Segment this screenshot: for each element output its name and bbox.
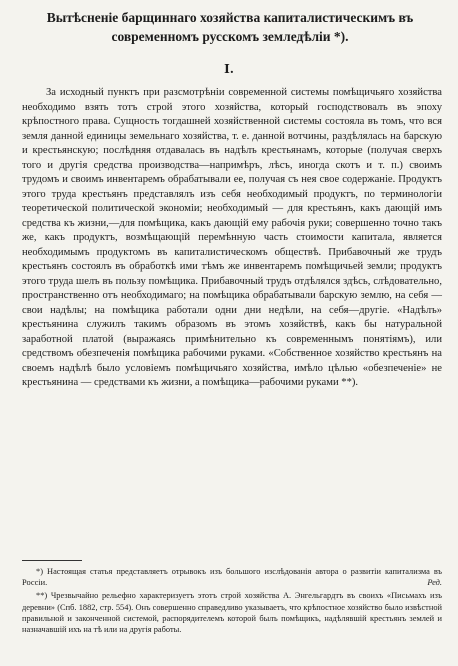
article-body	[22, 86, 442, 391]
body-paragraph: За исходный пунктъ при разсмотрѣніи современной системы помѣщичьяго хозяйства необходимо взять тотъ строй этого хозяйства, который господствовалъ въ эпоху крѣпостного права. Сущность тогдашней хозяйственной системы состояла въ томъ, что вся земля данной единицы земельнаго хозяйства, т. е. данной вотчины, раздѣлялась на барскую и крестьянскую; послѣдняя отдавалась въ надѣлъ крестьянамъ, которые (получая сверхъ того и другія средства производства—напримѣръ, лѣсъ, иногда скотъ и т. п.) своимъ трудомъ и своимъ инвентаремъ обрабатывали ее, получая съ нея свое содержаніе. Продуктъ этого труда крестьянъ представлялъ изъ себя необходимый продуктъ, по терминологіи теоретической политической экономіи; необходимый — для крестьянъ, какъ дающій имъ средства къ жизни,—для помѣщика, какъ дающій ему рабочія руки; совершенно точно такъ же, какъ продуктъ, возмѣщающій перемѣнную часть стоимости капитала, является необходимымъ продуктомъ въ капиталистическомъ обществѣ. Прибавочный же трудъ крестьянъ состоялъ въ обработкѣ ими тѣмъ же инвентаремъ помѣщичьей земли; продуктъ этого труда шелъ въ пользу помѣщика. Прибавочный трудъ отдѣлялся здѣсь, слѣдовательно, пространственно отъ необходимаго; на помѣщика обрабатывали барскую землю, на себя — свои надѣлы; на помѣщика работали одни дни недѣли, на себя—другіе. «Надѣлъ» крестьянина служилъ такимъ образомъ въ этомъ хозяйствѣ, какъ бы натуральной заработной платой (выражаясь примѣнительно къ современнымъ понятіямъ), или средствомъ обезпеченія помѣщика рабочими руками. «Собственное хозяйство крестьянъ на своемъ надѣлѣ было условіемъ помѣщичьяго хозяйства, имѣло цѣлью «обезпеченіе» не крестьянина — средствами къ жизни, а помѣщика—рабочими руками **).	[22, 87, 442, 388]
footnotes	[22, 566, 442, 637]
footnote-1	[22, 566, 442, 588]
article-title: Вытѣсненіе барщиннаго хозяйства капиталистическимъ въ современномъ русскомъ земледѣліи *).	[46, 10, 414, 44]
footnote-2: **) Чрезвычайно рельефно характеризуетъ этотъ строй хозяйства А. Энгельгардтъ въ своихъ «Письмахъ изъ деревни» (Спб. 1882, стр. 554). Онъ совершенно справедливо указываетъ, что крѣпостное хозяйство было извѣстной правильной и законченной системой, распорядителемъ которой былъ помѣщикъ, надѣлявшій крестьянъ землей и назначавшій ихъ на тѣ или на другія работы.	[22, 591, 442, 635]
section-number: I.	[224, 62, 234, 76]
footnote-1-signature: Ред.	[427, 578, 442, 588]
footnote-divider	[22, 560, 82, 561]
footnote-1-text: *) Настоящая статья представляетъ отрывокъ изъ большого изслѣдованія автора о развитіи капитализма въ Россіи.	[22, 567, 442, 588]
